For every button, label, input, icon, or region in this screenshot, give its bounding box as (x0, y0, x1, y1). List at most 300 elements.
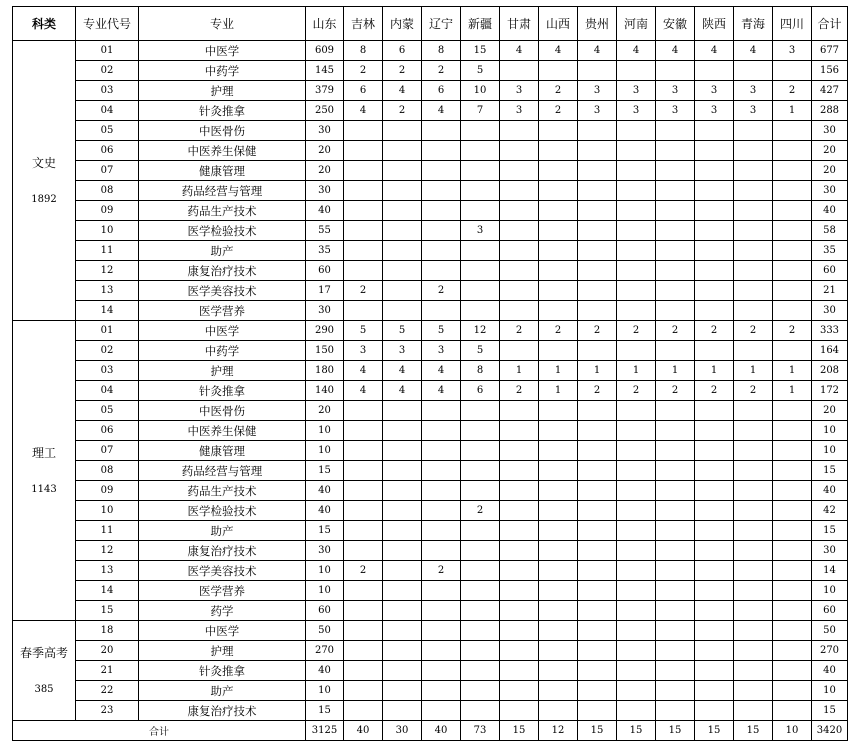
quota-cell (734, 301, 773, 321)
major-code-cell: 13 (76, 281, 139, 301)
quota-cell (344, 441, 383, 461)
quota-cell: 1 (539, 381, 578, 401)
quota-cell (773, 421, 812, 441)
quota-cell (773, 201, 812, 221)
quota-cell: 2 (773, 81, 812, 101)
quota-cell (539, 241, 578, 261)
quota-cell (461, 261, 500, 281)
quota-cell (656, 501, 695, 521)
quota-cell (773, 401, 812, 421)
quota-cell (344, 181, 383, 201)
quota-cell (773, 601, 812, 621)
quota-cell (617, 401, 656, 421)
quota-cell: 10 (306, 581, 344, 601)
header-province: 贵州 (578, 7, 617, 41)
row-total-cell: 164 (812, 341, 848, 361)
quota-cell (695, 261, 734, 281)
table-row (13, 501, 848, 521)
quota-cell: 3 (344, 341, 383, 361)
major-code-cell: 06 (76, 421, 139, 441)
quota-cell (344, 221, 383, 241)
major-name-cell: 康复治疗技术 (139, 701, 306, 721)
quota-cell (422, 601, 461, 621)
table-row (13, 221, 848, 241)
quota-cell (461, 581, 500, 601)
quota-cell (461, 481, 500, 501)
quota-cell (578, 421, 617, 441)
major-name-cell: 医学营养 (139, 301, 306, 321)
quota-cell (734, 581, 773, 601)
quota-cell: 2 (500, 321, 539, 341)
quota-cell (695, 341, 734, 361)
quota-cell (617, 461, 656, 481)
quota-cell (773, 701, 812, 721)
row-total-cell: 14 (812, 561, 848, 581)
major-name-cell: 护理 (139, 641, 306, 661)
table-row (13, 161, 848, 181)
quota-cell: 10 (306, 561, 344, 581)
quota-cell: 35 (306, 241, 344, 261)
quota-cell (617, 181, 656, 201)
major-name-cell: 中医学 (139, 321, 306, 341)
quota-cell (578, 481, 617, 501)
quota-cell (773, 61, 812, 81)
quota-cell (617, 541, 656, 561)
quota-cell (734, 441, 773, 461)
quota-cell: 3 (617, 81, 656, 101)
quota-cell (734, 521, 773, 541)
quota-cell: 2 (461, 501, 500, 521)
major-code-cell: 02 (76, 341, 139, 361)
header-province: 新疆 (461, 7, 500, 41)
row-total-cell: 15 (812, 521, 848, 541)
quota-cell (500, 701, 539, 721)
quota-cell (461, 441, 500, 461)
quota-cell: 4 (344, 381, 383, 401)
quota-cell: 3 (578, 81, 617, 101)
quota-cell (344, 461, 383, 481)
row-total-cell: 30 (812, 121, 848, 141)
quota-cell (578, 121, 617, 141)
quota-cell (461, 661, 500, 681)
major-code-cell: 13 (76, 561, 139, 581)
table-row (13, 261, 848, 281)
quota-cell (617, 261, 656, 281)
quota-cell (500, 141, 539, 161)
quota-cell (773, 221, 812, 241)
row-total-cell: 30 (812, 301, 848, 321)
major-code-cell: 22 (76, 681, 139, 701)
quota-cell (500, 401, 539, 421)
quota-cell (695, 221, 734, 241)
quota-cell (422, 441, 461, 461)
category-cell (13, 41, 76, 321)
quota-cell (539, 401, 578, 421)
quota-cell (656, 461, 695, 481)
quota-cell (500, 501, 539, 521)
quota-cell: 2 (773, 321, 812, 341)
major-code-cell: 01 (76, 41, 139, 61)
quota-cell (500, 641, 539, 661)
quota-cell (617, 661, 656, 681)
quota-cell (656, 61, 695, 81)
major-name-cell: 助产 (139, 521, 306, 541)
quota-cell (383, 401, 422, 421)
quota-cell: 1 (773, 361, 812, 381)
quota-cell (578, 621, 617, 641)
quota-cell (422, 641, 461, 661)
quota-cell (500, 241, 539, 261)
quota-cell (695, 201, 734, 221)
quota-cell (578, 241, 617, 261)
quota-cell (617, 301, 656, 321)
quota-cell (695, 621, 734, 641)
quota-cell (539, 421, 578, 441)
header-province: 四川 (773, 7, 812, 41)
quota-cell: 3 (656, 101, 695, 121)
table-row (13, 481, 848, 501)
quota-cell (539, 341, 578, 361)
major-name-cell: 助产 (139, 241, 306, 261)
quota-cell (734, 661, 773, 681)
quota-cell (500, 301, 539, 321)
quota-cell (500, 181, 539, 201)
quota-cell: 30 (306, 301, 344, 321)
quota-cell (773, 461, 812, 481)
quota-cell: 2 (500, 381, 539, 401)
quota-cell: 4 (734, 41, 773, 61)
row-total-cell: 20 (812, 401, 848, 421)
quota-cell: 270 (306, 641, 344, 661)
major-name-cell: 护理 (139, 361, 306, 381)
header-major: 专业 (139, 7, 306, 41)
quota-cell (617, 501, 656, 521)
quota-cell: 10 (306, 681, 344, 701)
major-name-cell: 健康管理 (139, 161, 306, 181)
major-code-cell: 07 (76, 161, 139, 181)
quota-cell: 2 (344, 561, 383, 581)
quota-cell (500, 581, 539, 601)
quota-cell (461, 301, 500, 321)
major-code-cell: 08 (76, 181, 139, 201)
quota-cell: 2 (422, 281, 461, 301)
quota-cell (773, 661, 812, 681)
quota-cell (773, 341, 812, 361)
quota-cell (422, 301, 461, 321)
quota-cell (500, 541, 539, 561)
quota-cell (461, 541, 500, 561)
major-name-cell: 中医学 (139, 621, 306, 641)
quota-cell (695, 61, 734, 81)
row-total-cell: 10 (812, 441, 848, 461)
quota-cell (773, 441, 812, 461)
grand-total-row (13, 721, 848, 741)
quota-cell (578, 401, 617, 421)
quota-cell (500, 461, 539, 481)
quota-cell (578, 141, 617, 161)
quota-cell (383, 661, 422, 681)
quota-cell (656, 601, 695, 621)
quota-cell (500, 621, 539, 641)
header-province: 山西 (539, 7, 578, 41)
quota-cell (383, 521, 422, 541)
quota-cell (617, 441, 656, 461)
category-total: 1892 (31, 193, 57, 205)
quota-cell: 1 (617, 361, 656, 381)
quota-cell (656, 221, 695, 241)
quota-cell (539, 481, 578, 501)
quota-cell: 20 (306, 141, 344, 161)
major-name-cell: 药学 (139, 601, 306, 621)
quota-cell (695, 581, 734, 601)
quota-cell (695, 541, 734, 561)
quota-cell (656, 401, 695, 421)
quota-cell (344, 161, 383, 181)
grand-total-cell: 15 (500, 721, 539, 741)
table-row (13, 341, 848, 361)
quota-cell (500, 521, 539, 541)
major-code-cell: 03 (76, 361, 139, 381)
quota-cell (695, 301, 734, 321)
quota-cell (773, 261, 812, 281)
quota-cell: 2 (656, 321, 695, 341)
quota-cell (500, 261, 539, 281)
quota-cell (344, 641, 383, 661)
quota-cell (617, 481, 656, 501)
major-code-cell: 05 (76, 401, 139, 421)
quota-cell (695, 241, 734, 261)
quota-cell (734, 121, 773, 141)
grand-total-cell: 12 (539, 721, 578, 741)
quota-cell: 4 (422, 381, 461, 401)
quota-cell (461, 621, 500, 641)
header-category: 科类 (13, 7, 76, 41)
quota-cell: 5 (461, 341, 500, 361)
quota-cell (578, 341, 617, 361)
row-total-cell: 20 (812, 141, 848, 161)
quota-cell (344, 121, 383, 141)
quota-cell (500, 661, 539, 681)
quota-cell (656, 441, 695, 461)
major-name-cell: 针灸推拿 (139, 661, 306, 681)
quota-cell (656, 521, 695, 541)
table-body (13, 41, 848, 741)
table-row (13, 401, 848, 421)
table-row (13, 81, 848, 101)
table-row (13, 681, 848, 701)
quota-cell (617, 621, 656, 641)
quota-cell (656, 181, 695, 201)
quota-cell: 1 (773, 381, 812, 401)
quota-cell (422, 681, 461, 701)
table-row (13, 621, 848, 641)
quota-cell (578, 461, 617, 481)
quota-cell: 15 (461, 41, 500, 61)
quota-cell (461, 641, 500, 661)
quota-cell (461, 601, 500, 621)
quota-cell (656, 661, 695, 681)
quota-cell (734, 421, 773, 441)
quota-cell (383, 481, 422, 501)
major-code-cell: 09 (76, 201, 139, 221)
quota-cell (734, 241, 773, 261)
quota-cell: 2 (656, 381, 695, 401)
quota-cell (500, 281, 539, 301)
major-code-cell: 04 (76, 101, 139, 121)
grand-total-cell: 3125 (306, 721, 344, 741)
quota-cell (734, 461, 773, 481)
quota-cell (656, 581, 695, 601)
quota-cell (656, 121, 695, 141)
major-name-cell: 药品生产技术 (139, 201, 306, 221)
row-total-cell: 333 (812, 321, 848, 341)
major-name-cell: 护理 (139, 81, 306, 101)
quota-cell (773, 681, 812, 701)
quota-cell (656, 681, 695, 701)
quota-cell (734, 281, 773, 301)
quota-cell (734, 261, 773, 281)
quota-cell: 7 (461, 101, 500, 121)
quota-cell (773, 161, 812, 181)
quota-cell (500, 221, 539, 241)
quota-cell: 6 (422, 81, 461, 101)
quota-cell (383, 501, 422, 521)
major-name-cell: 健康管理 (139, 441, 306, 461)
quota-cell (500, 341, 539, 361)
quota-cell: 10 (461, 81, 500, 101)
major-code-cell: 21 (76, 661, 139, 681)
quota-cell (617, 421, 656, 441)
major-code-cell: 10 (76, 221, 139, 241)
quota-cell: 290 (306, 321, 344, 341)
quota-cell (344, 581, 383, 601)
major-name-cell: 医学营养 (139, 581, 306, 601)
quota-cell (617, 121, 656, 141)
major-name-cell: 药品经营与管理 (139, 181, 306, 201)
quota-cell (695, 181, 734, 201)
quota-cell (656, 161, 695, 181)
major-code-cell: 06 (76, 141, 139, 161)
quota-cell: 5 (383, 321, 422, 341)
quota-cell (734, 641, 773, 661)
quota-cell (578, 581, 617, 601)
quota-cell (617, 701, 656, 721)
row-total-cell: 60 (812, 601, 848, 621)
table-row (13, 561, 848, 581)
quota-cell (656, 541, 695, 561)
quota-cell (461, 701, 500, 721)
quota-cell (734, 481, 773, 501)
quota-cell (539, 581, 578, 601)
category-cell (13, 321, 76, 621)
quota-cell (734, 541, 773, 561)
quota-cell (422, 121, 461, 141)
grand-total-cell: 40 (344, 721, 383, 741)
quota-cell (773, 121, 812, 141)
quota-cell: 2 (422, 61, 461, 81)
quota-cell: 1 (734, 361, 773, 381)
quota-cell (422, 501, 461, 521)
quota-cell: 30 (306, 541, 344, 561)
quota-cell: 4 (695, 41, 734, 61)
grand-total-cell: 73 (461, 721, 500, 741)
quota-cell: 2 (344, 61, 383, 81)
quota-cell (656, 421, 695, 441)
quota-cell (344, 481, 383, 501)
quota-cell (344, 501, 383, 521)
major-name-cell: 康复治疗技术 (139, 261, 306, 281)
quota-cell (383, 561, 422, 581)
quota-cell: 1 (539, 361, 578, 381)
row-total-cell: 42 (812, 501, 848, 521)
quota-cell (578, 301, 617, 321)
quota-cell (617, 161, 656, 181)
quota-cell (617, 521, 656, 541)
quota-cell (773, 521, 812, 541)
major-code-cell: 11 (76, 241, 139, 261)
table-row (13, 201, 848, 221)
quota-cell (695, 141, 734, 161)
quota-cell (539, 661, 578, 681)
table-row (13, 441, 848, 461)
quota-cell (734, 621, 773, 641)
quota-cell (383, 441, 422, 461)
quota-cell (656, 141, 695, 161)
quota-cell (422, 661, 461, 681)
quota-cell (656, 281, 695, 301)
quota-cell (695, 481, 734, 501)
quota-cell (422, 241, 461, 261)
table-row (13, 181, 848, 201)
quota-cell: 2 (578, 381, 617, 401)
major-code-cell: 01 (76, 321, 139, 341)
quota-cell (773, 181, 812, 201)
quota-cell: 4 (500, 41, 539, 61)
quota-cell (500, 441, 539, 461)
header-row (13, 7, 848, 41)
quota-cell: 2 (539, 101, 578, 121)
grand-total-cell: 10 (773, 721, 812, 741)
row-total-cell: 40 (812, 481, 848, 501)
quota-cell (539, 141, 578, 161)
quota-cell (695, 661, 734, 681)
quota-cell (500, 481, 539, 501)
row-total-cell: 10 (812, 421, 848, 441)
quota-cell: 1 (695, 361, 734, 381)
quota-cell (656, 561, 695, 581)
quota-cell: 40 (306, 201, 344, 221)
quota-cell (734, 161, 773, 181)
grand-total-cell: 15 (578, 721, 617, 741)
quota-cell (773, 301, 812, 321)
quota-cell: 4 (617, 41, 656, 61)
quota-cell: 2 (695, 381, 734, 401)
quota-cell (422, 401, 461, 421)
category-cell (13, 621, 76, 721)
quota-cell (617, 561, 656, 581)
quota-cell (695, 701, 734, 721)
quota-cell (539, 301, 578, 321)
quota-cell: 2 (734, 381, 773, 401)
quota-cell (578, 261, 617, 281)
quota-cell (617, 201, 656, 221)
quota-cell: 50 (306, 621, 344, 641)
grand-total-label: 合计 (13, 721, 306, 741)
quota-cell (383, 201, 422, 221)
quota-cell (734, 341, 773, 361)
quota-cell (383, 301, 422, 321)
header-province: 辽宁 (422, 7, 461, 41)
